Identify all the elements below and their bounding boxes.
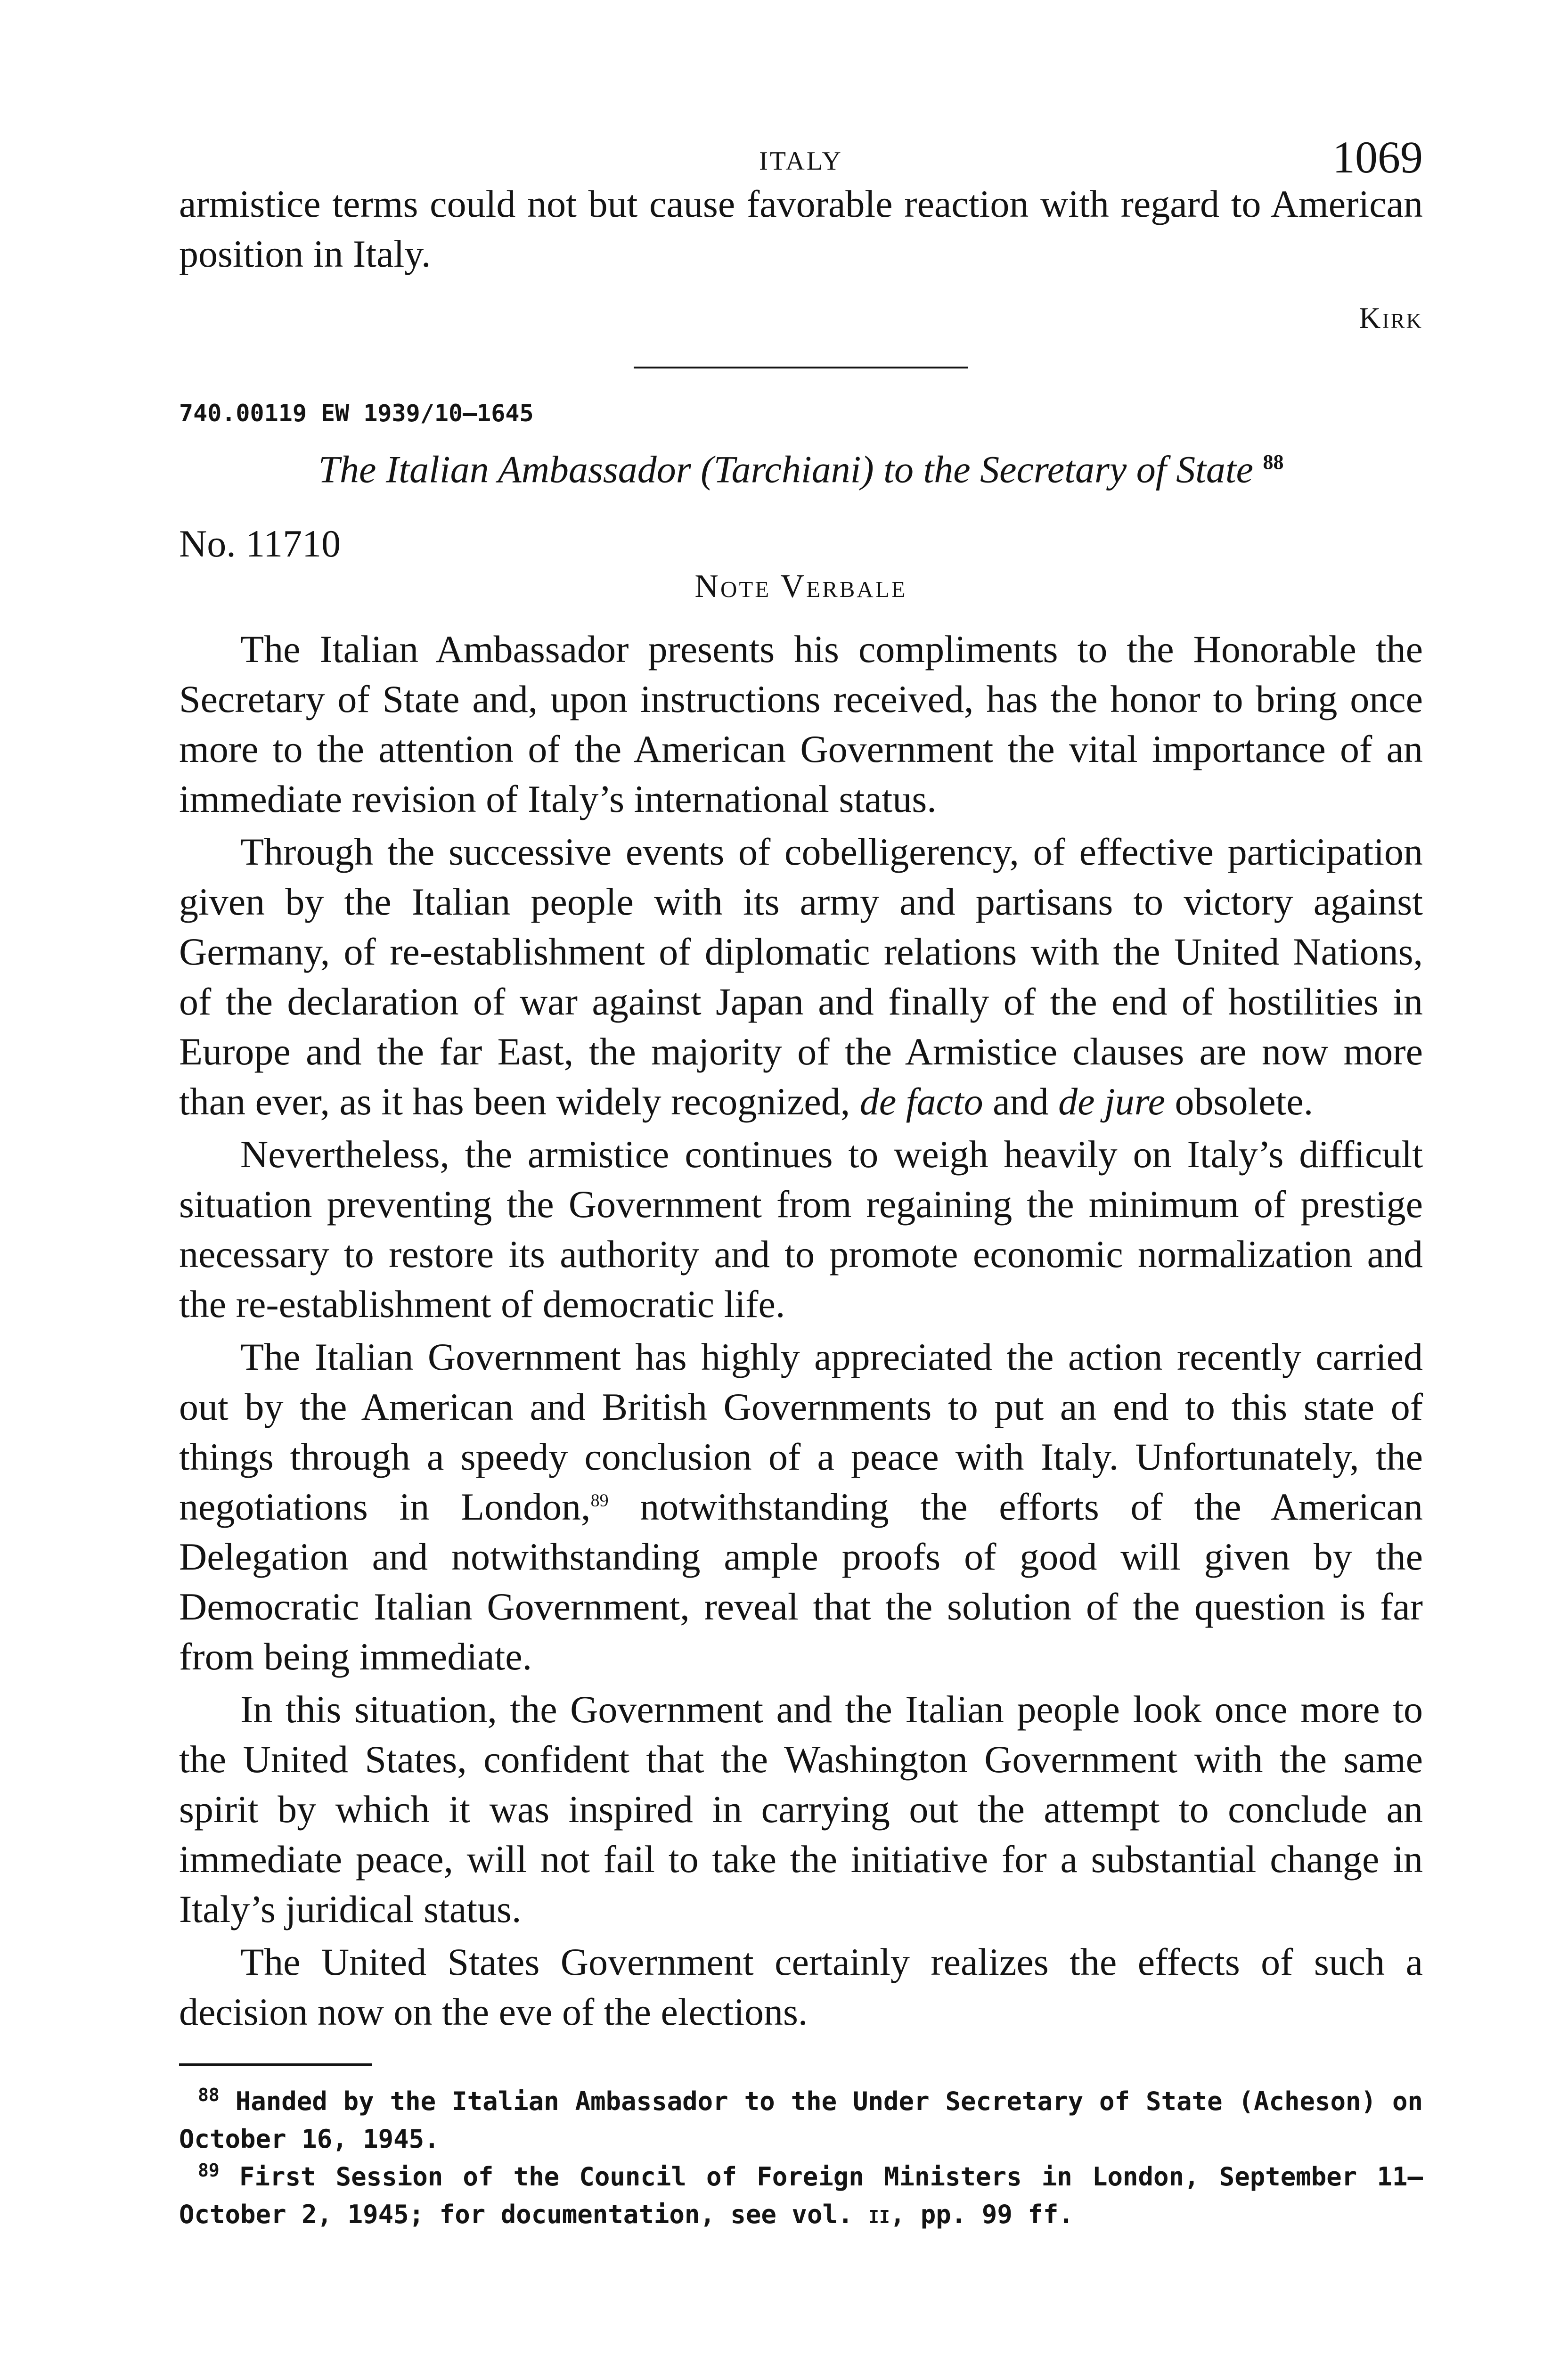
running-header (179, 127, 1423, 182)
paragraph-text: notwithstanding the efforts of the American Delegation and notwithstanding ample proofs of good will given by the Democratic Italian Government, reveal that the solution of the question is far from being immediate. (179, 1485, 1423, 1678)
running-title: ITALY (759, 147, 843, 176)
document-heading (179, 436, 1423, 495)
document-body (179, 624, 1423, 2037)
italic-term: de jure (1058, 1080, 1166, 1123)
footnotes (179, 2083, 1423, 2233)
paragraph-text: obsolete. (1165, 1080, 1314, 1123)
footnote-89 (179, 2158, 1423, 2233)
footnote-marker: 89 (198, 2160, 220, 2181)
note-title: Note Verbale (694, 568, 907, 605)
document-number: No. 11710 (179, 522, 341, 565)
footnote-text: , pp. 99 ff. (890, 2200, 1074, 2230)
paragraph-text: Through the successive events of cobelligerency, of effective participation given by the Italian people with its army and partisans to victory against Germany, of re-establishment of diplomatic relations with the United Nations, of the declaration of war against Japan and finally of the end of hostilities in Europe and the far East, the majority of the Armistice clauses are now more than ever, as it has been widely recognized, (179, 830, 1423, 1123)
paragraph-text: and (983, 1080, 1059, 1123)
footnote-text: First Session of the Council of Foreign Ministers in London, September 11–October 2, 1945; for documentation, see vol. (179, 2162, 1423, 2230)
document-page (179, 127, 1423, 2233)
body-paragraph-5 (179, 1685, 1423, 1934)
paragraph-text: The Italian Government has highly appreciated the action recently carried out by the American and British Governments to put an end to this state of things through a speedy conclusion of a peace with Italy. Unfortunately, the negotiations in London, (179, 1335, 1423, 1529)
continuation-paragraph: armistice terms could not but cause favorable reaction with regard to American position in Italy. (179, 182, 1423, 275)
footnote-marker: 88 (198, 2085, 220, 2106)
footnote-text: Handed by the Italian Ambassador to the Under Secretary of State (Acheson) on October 16, 1945. (179, 2086, 1423, 2154)
signature: Kirk (1359, 301, 1423, 335)
paragraph-text: The United States Government certainly realizes the effects of such a decision now on the eve of the elections. (179, 1940, 1423, 2034)
section-divider (634, 367, 968, 368)
document-heading-text: The Italian Ambassador (Tarchiani) to the Secretary of State (318, 448, 1254, 491)
body-paragraph-3 (179, 1129, 1423, 1329)
footnote-reference-89[interactable]: 89 (590, 1491, 609, 1511)
footnote-88 (179, 2083, 1423, 2158)
paragraph-text: Nevertheless, the armistice continues to weigh heavily on Italy’s difficult situation preventing the Government from regaining the minimum of prestige necessary to restore its authority and to promote economic normalization and the re-establishment of democratic life. (179, 1133, 1423, 1326)
body-paragraph-6 (179, 1937, 1423, 2037)
footnote-divider (179, 2063, 372, 2066)
italic-term: de facto (859, 1080, 983, 1123)
file-number: 740.00119 EW 1939/10–1645 (179, 400, 534, 427)
body-paragraph-1 (179, 624, 1423, 824)
paragraph-text: The Italian Ambassador presents his compliments to the Honorable the Secretary of State and, upon instructions received, has the honor to bring once more to the attention of the American Government the vital importance of an immediate revision of Italy’s international status. (179, 628, 1423, 821)
footnote-reference-88[interactable]: 88 (1263, 450, 1284, 474)
page-number: 1069 (1332, 132, 1423, 182)
body-paragraph-2 (179, 827, 1423, 1127)
paragraph-text: In this situation, the Government and the Italian people look once more to the United States, confident that the Washington Government with the same spirit by which it was inspired in carrying out the attempt to conclude an immediate peace, will not fail to take the initiative for a substantial change in Italy’s juridical status. (179, 1688, 1423, 1931)
body-paragraph-4 (179, 1332, 1423, 1682)
volume-number: ii (868, 2200, 890, 2230)
